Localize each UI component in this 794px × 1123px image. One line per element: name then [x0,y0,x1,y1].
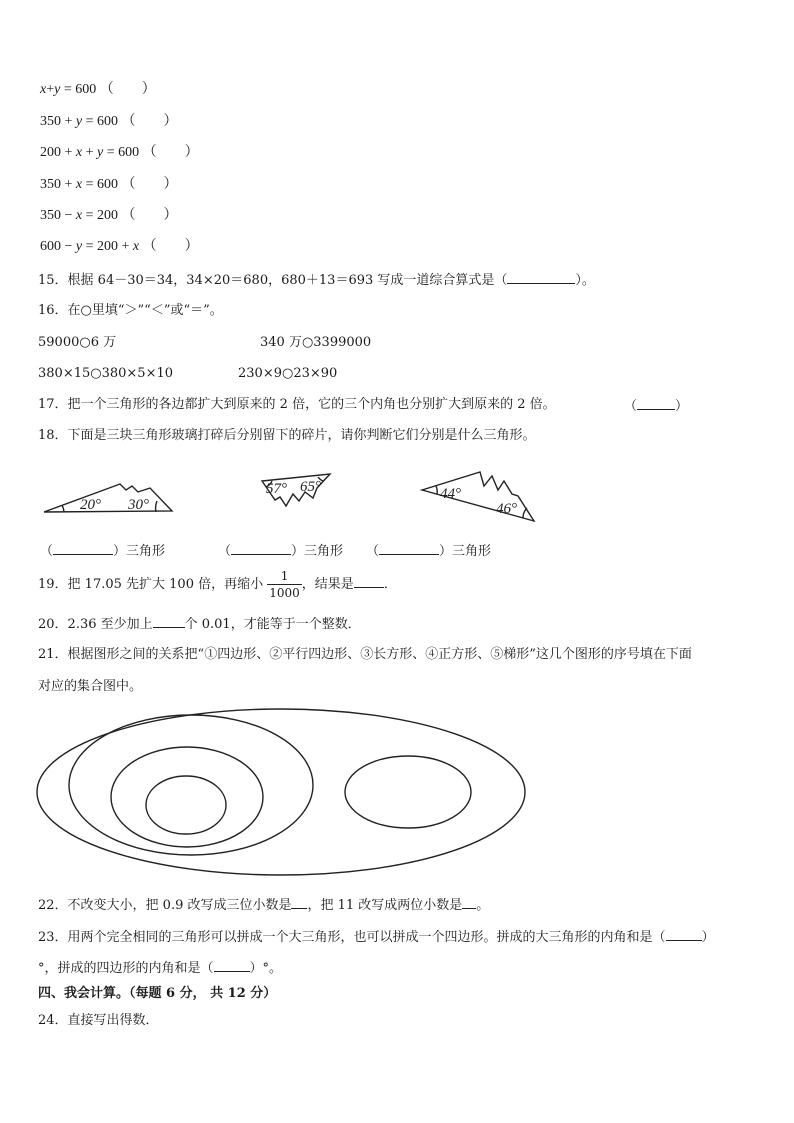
eq-rhs: = 200 [82,208,119,223]
set-ellipse-outer [37,709,525,875]
angle-label: 20° [80,497,101,513]
set-ellipse-right [345,756,471,828]
var-y: y [97,145,104,160]
eq-rhs: = 200 + [82,239,133,254]
question-text-end: 。 [476,898,490,913]
paren-close: ） [675,399,689,414]
var-x: x [75,177,83,192]
eq-lhs: 350 + [40,114,76,129]
eq-rhs: = 600 [60,82,97,97]
answer-paren[interactable]: （ ） [142,239,199,254]
question-23-line1 [38,928,715,946]
answer-paren[interactable]: （ ） [121,114,178,129]
question-text: °，拼成的四边形的内角和是（ [38,961,214,976]
answer-paren[interactable]: （ ） [121,177,178,192]
angle-label: 65° [300,479,321,495]
var-y: y [54,82,61,97]
question-text: 15．根据 64－30＝34，34×20＝680，680＋13＝693 写成一道综合算式是（ [38,273,508,288]
var-y: y [75,239,83,254]
var-x: x [75,208,83,223]
question-text: ，结果是 [301,577,354,592]
var-x: x [40,82,47,97]
eq-rhs: = 600 [82,177,119,192]
eq-lhs: 600 − [40,239,76,254]
question-text: 20．2.36 至少加上 [38,617,153,632]
question-17: 17．把一个三角形的各边都扩大到原来的 2 倍，它的三个内角也分别扩大到原来的 2 倍。 [38,397,556,412]
fraction-numerator: 1 [267,568,302,585]
angle-label: 30° [128,497,149,513]
eq-lhs: 350 + [40,177,76,192]
op: + [46,82,55,97]
set-ellipse-3 [111,747,263,847]
question-text: 个 0.01，才能等于一个整数． [184,617,361,632]
eq-rhs: = 600 [103,145,140,160]
var-x: x [132,239,140,254]
paren-open: （ [40,544,54,559]
compare-item-4[interactable]: 230×9○23×90 [238,366,338,381]
question-text: 22．不改变大小，把 0.9 改写成三位小数是 [38,898,292,913]
answer-blank[interactable] [291,896,307,909]
eq-rhs: = 600 [82,114,119,129]
fraction-denominator: 1000 [269,586,300,600]
var-y: y [75,114,83,129]
angle-label: 57° [266,481,287,497]
section-4-title: 四、我会计算。（每题 6 分， 共 12 分） [38,986,277,1001]
answer-blank[interactable] [462,896,476,909]
answer-suffix: ）三角形 [439,544,492,559]
question-24: 24．直接写出得数． [38,1013,159,1028]
answer-paren[interactable]: （ ） [99,82,156,97]
answer-suffix: ）三角形 [113,544,166,559]
compare-item-2[interactable]: 340 万○3399000 [260,335,372,350]
answer-paren[interactable]: （ ） [142,145,199,160]
angle-label: 44° [440,486,461,502]
question-22 [38,896,489,914]
paren-close: ） [701,930,715,945]
compare-item-1[interactable]: 59000○6 万 [38,335,117,350]
paren-open: （ [218,544,232,559]
answer-suffix: ）三角形 [291,544,344,559]
question-23-line2 [38,959,282,977]
var-x: x [75,145,83,160]
question-text-end: ． [383,577,397,592]
op: + [82,145,98,160]
question-21-line2: 对应的集合图中。 [38,679,143,694]
question-text: 23．用两个完全相同的三角形可以拼成一个大三角形，也可以拼成一个四边形。拼成的大三角形的内角和是（ [38,930,666,945]
question-text: 19．把 17.05 先扩大 100 倍，再缩小 [38,577,264,592]
eq-lhs: 200 + [40,145,76,160]
question-text-end: ）°。 [249,961,283,976]
paren-open: （ [624,399,638,414]
eq-lhs: 350 − [40,208,76,223]
question-16: 16．在○里填“＞”“＜”或“＝”。 [38,303,223,318]
angle-label: 46° [496,501,517,517]
question-text-end: ）。 [575,273,595,288]
paren-open: （ [366,544,380,559]
question-18: 18．下面是三块三角形玻璃打碎后分别留下的碎片，请你判断它们分别是什么三角形。 [38,428,536,443]
compare-item-3[interactable]: 380×15○380×5×10 [38,366,174,381]
answer-paren[interactable]: （ ） [121,208,178,223]
question-text: ，把 11 改写成两位小数是 [307,898,463,913]
set-ellipse-4 [146,776,226,834]
question-21-line1: 21．根据图形之间的关系把“①四边形、②平行四边形、③长方形、④正方形、⑤梯形”这几个图形的序号填在下面 [38,647,692,662]
answer-blank[interactable] [666,928,702,941]
answer-blank[interactable] [214,959,250,972]
